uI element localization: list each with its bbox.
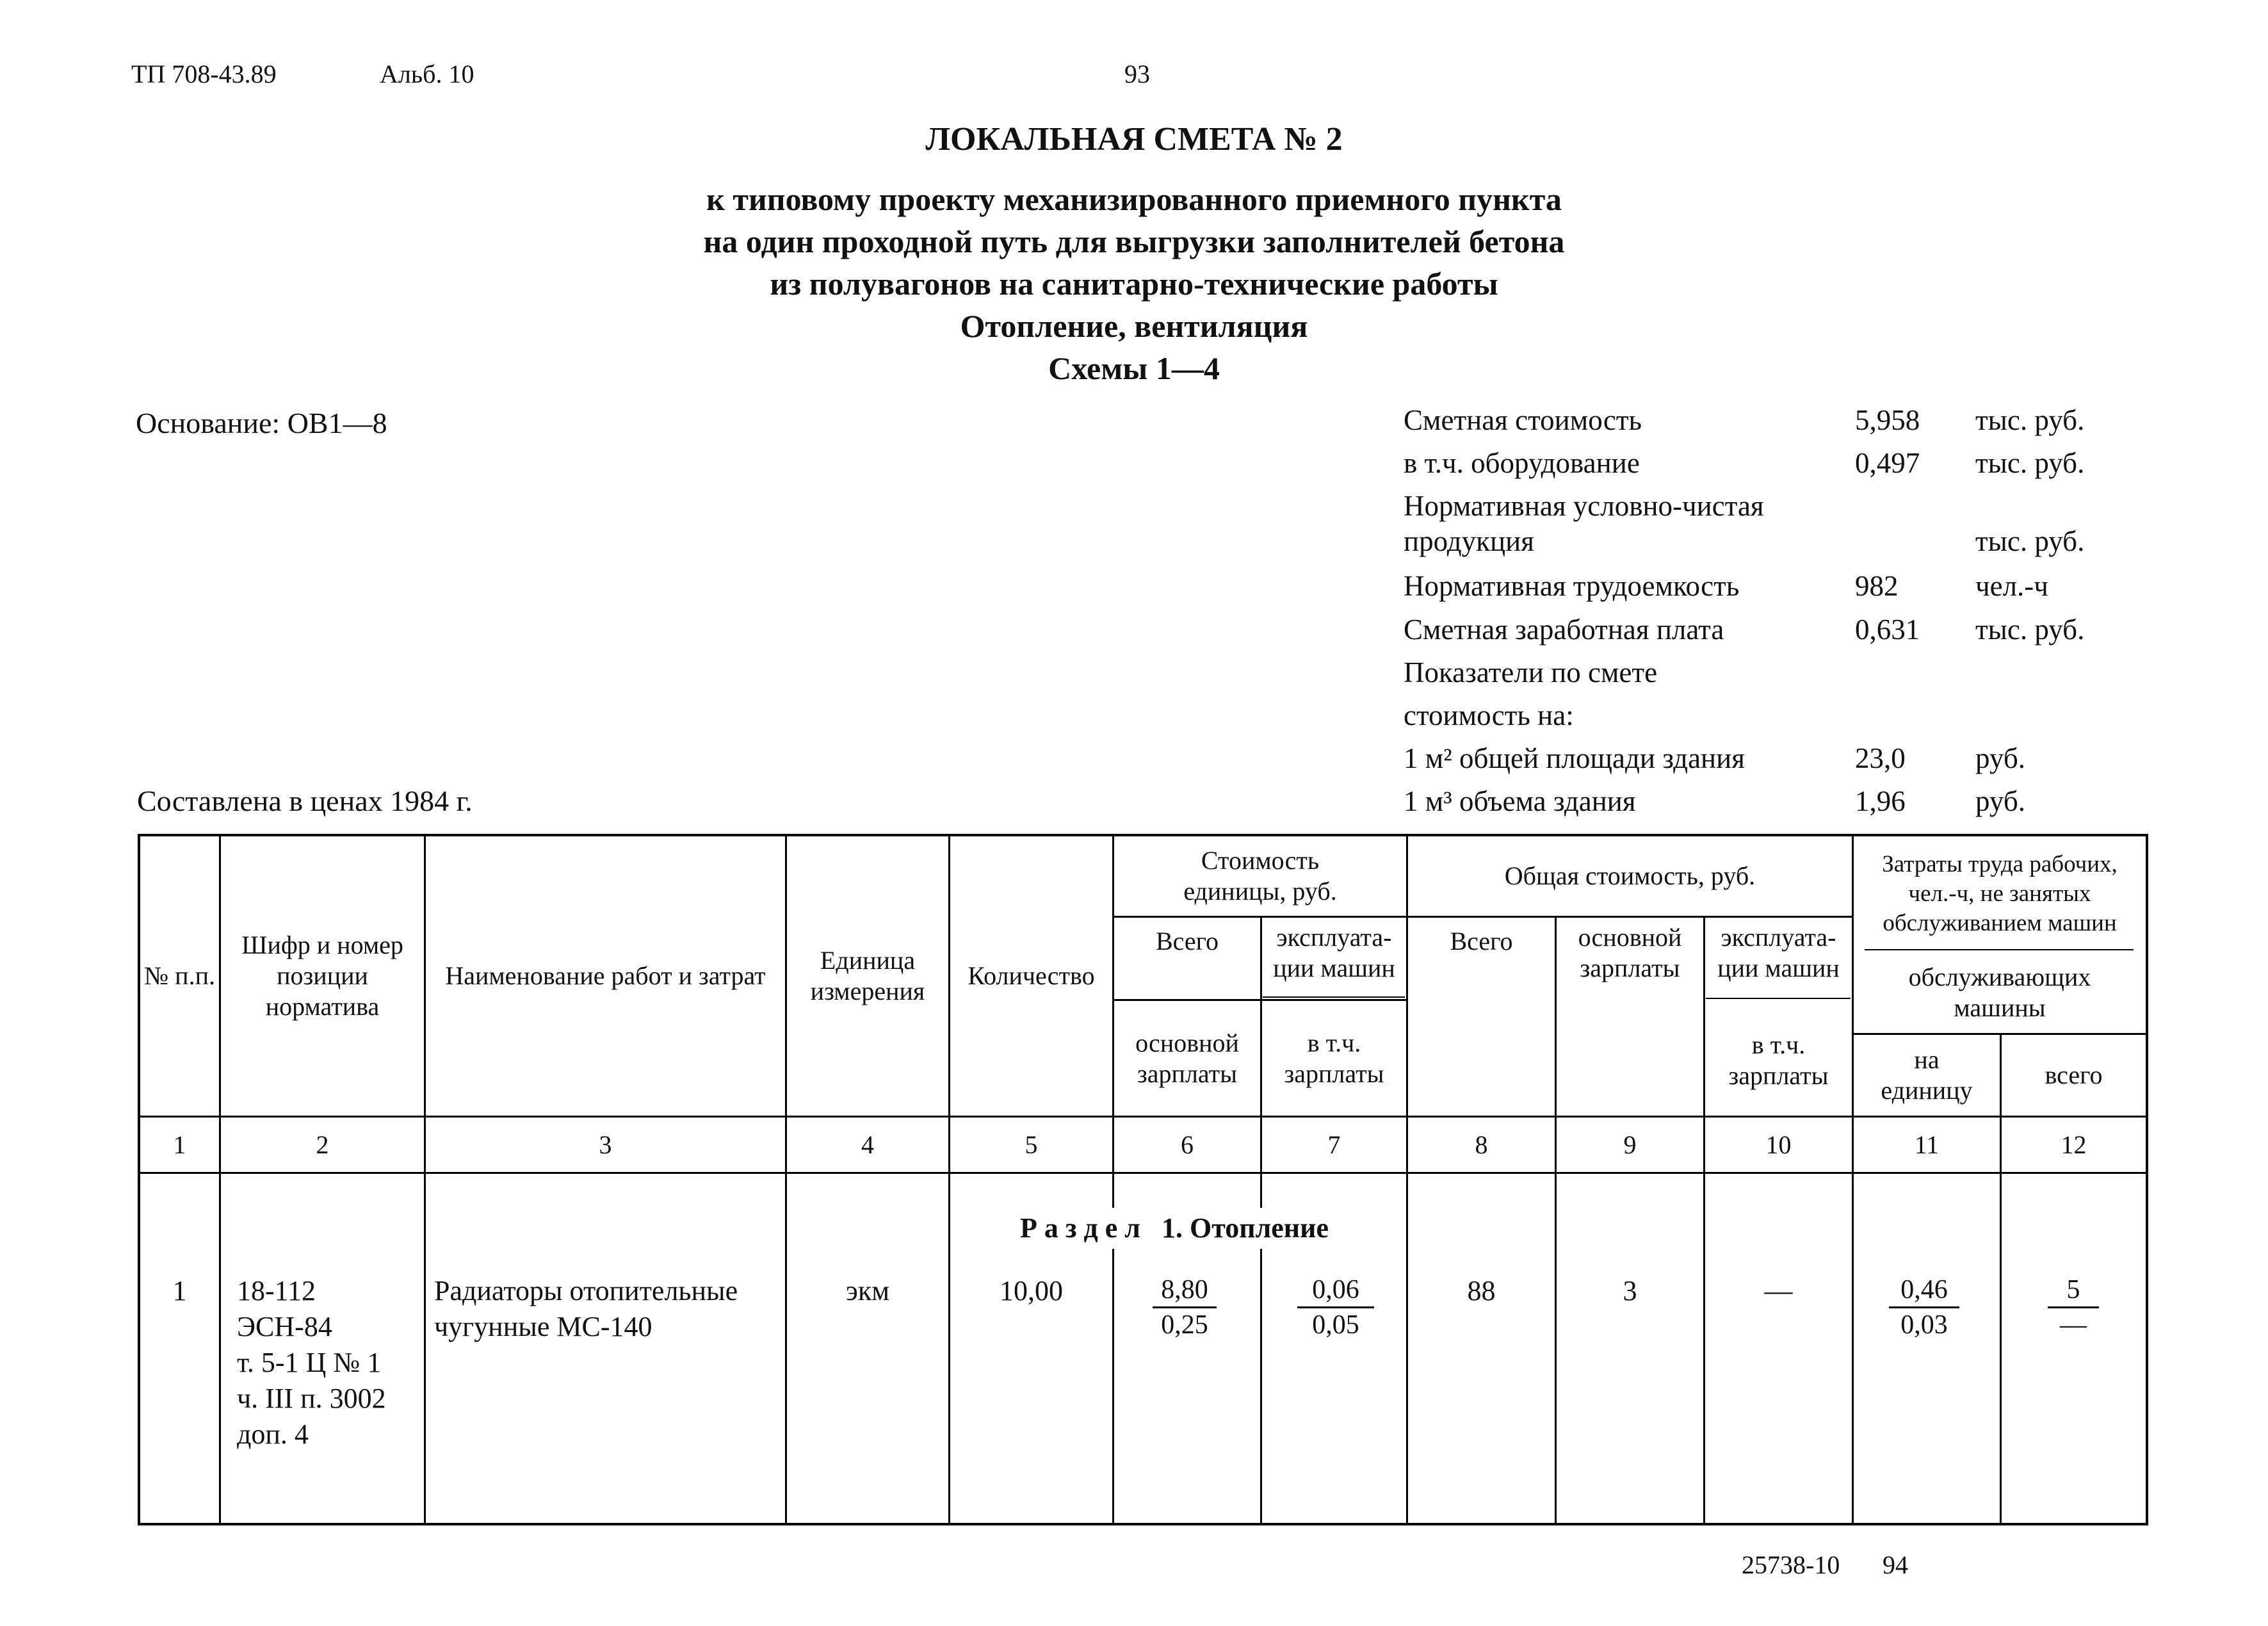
column-rule — [1555, 916, 1557, 1525]
quantity: 10,00 — [1000, 1275, 1063, 1306]
column-number: 10 — [1765, 1130, 1792, 1159]
section-label: Р а з д е л 1. Отопление — [950, 1208, 1398, 1249]
summary-unit: чел.-ч — [1975, 570, 2048, 602]
machine-cost: 0,06 — [1297, 1273, 1374, 1308]
work-name-line: Радиаторы отопительные — [434, 1275, 738, 1306]
estimate-title: ЛОКАЛЬНАЯ СМЕТА № 2 — [925, 121, 1343, 158]
unit-cost-fraction — [1153, 1273, 1217, 1342]
header-rule — [1706, 998, 1851, 999]
title-line-5: Схемы 1—4 — [1048, 350, 1220, 386]
document-code: ТП 708-43.89 — [131, 60, 277, 88]
norm-code-line: т. 5-1 Ц № 1 — [237, 1347, 382, 1378]
summary-label: Нормативная трудоемкость — [1404, 570, 1740, 602]
header-unit-total: Всего — [1155, 927, 1219, 955]
machine-wage: 0,05 — [1312, 1310, 1359, 1340]
labor-total: 5 — [2048, 1273, 2099, 1308]
title-line-4: Отопление, вентиляция — [960, 308, 1308, 344]
unit-cost-wage: 0,25 — [1161, 1310, 1208, 1340]
labor-unit-fraction — [1889, 1273, 1959, 1342]
summary-label: продукция — [1404, 525, 1534, 557]
summary-value: 0,497 — [1855, 447, 1920, 479]
column-number: 12 — [2061, 1130, 2087, 1159]
table-border-right — [2146, 834, 2148, 1525]
column-number: 7 — [1327, 1130, 1341, 1159]
header-rule — [1263, 996, 1405, 998]
table-border-bottom — [138, 1523, 2148, 1525]
summary-unit: руб. — [1975, 742, 2025, 774]
header-unit-machine-wage: в т.ч. зарплаты — [1284, 1028, 1384, 1088]
labor-per-unit-machine: 0,03 — [1900, 1310, 1948, 1340]
column-number: 5 — [1025, 1130, 1038, 1159]
summary-label: в т.ч. оборудование — [1404, 447, 1640, 479]
column-number: 2 — [316, 1130, 329, 1159]
footer-page: 94 — [1883, 1550, 1908, 1579]
title-line-2: на один проходной путь для выгрузки заполнителей бетона — [703, 224, 1565, 259]
unit-cost-total: 8,80 — [1153, 1273, 1217, 1308]
summary-label: Показатели по смете — [1404, 656, 1658, 688]
prices-note: Составлена в ценах 1984 г. — [137, 785, 473, 817]
summary-value: 982 — [1855, 570, 1899, 602]
summary-label: Сметная заработная плата — [1404, 614, 1724, 646]
table-rule — [138, 1172, 2148, 1174]
column-number: 1 — [173, 1130, 186, 1159]
summary-value: 23,0 — [1855, 742, 1906, 774]
column-number: 8 — [1475, 1130, 1488, 1159]
header-col-4: Единица измерения — [810, 946, 925, 1005]
total-cost: 88 — [1467, 1275, 1496, 1306]
norm-code-line: ЭСН-84 — [237, 1311, 332, 1342]
summary-value: 5,958 — [1855, 404, 1920, 436]
column-number: 11 — [1914, 1130, 1940, 1159]
header-total-machine: эксплуата-ции машин — [1717, 923, 1840, 982]
row-number: 1 — [172, 1275, 187, 1306]
column-number: 9 — [1623, 1130, 1637, 1159]
footer-code: 25738-10 — [1742, 1550, 1840, 1579]
header-total-cost: Общая стоимость, руб. — [1504, 861, 1756, 890]
header-labor-unit: на единицу — [1881, 1045, 1973, 1105]
summary-value: 1,96 — [1855, 785, 1906, 817]
work-name-line: чугунные МС-140 — [434, 1311, 652, 1342]
header-unit-machine: эксплуата-ции машин — [1273, 923, 1395, 982]
header-col-1: № п.п. — [144, 961, 215, 990]
summary-unit: тыс. руб. — [1975, 614, 2085, 646]
labor-total-fraction — [2048, 1273, 2099, 1342]
summary-label: 1 м³ объема здания — [1404, 785, 1636, 817]
summary-label: стоимость на: — [1404, 699, 1574, 731]
unit-of-measure: экм — [845, 1275, 890, 1306]
header-total-wage: основной зарплаты — [1578, 923, 1682, 982]
norm-code — [237, 1273, 423, 1452]
column-number: 6 — [1181, 1130, 1194, 1159]
summary-unit: руб. — [1975, 785, 2025, 817]
header-rule — [1865, 949, 2134, 950]
header-col-3: Наименование работ и затрат — [445, 961, 766, 990]
machine-cost-fraction — [1297, 1273, 1374, 1342]
header-labor-total: всего — [2045, 1061, 2103, 1089]
column-number: 3 — [599, 1130, 612, 1159]
summary-unit: тыс. руб. — [1975, 525, 2085, 557]
column-number: 4 — [861, 1130, 874, 1159]
work-name — [434, 1273, 783, 1345]
total-machine: — — [1764, 1275, 1793, 1306]
header-col-5: Количество — [968, 961, 1095, 990]
labor-total-machine: — — [2060, 1310, 2087, 1340]
title-line-3: из полувагонов на санитарно-технические работы — [770, 266, 1498, 302]
norm-code-line: ч. III п. 3002 — [237, 1383, 386, 1414]
header-total-all: Всего — [1450, 927, 1513, 955]
norm-code-line: доп. 4 — [237, 1419, 309, 1450]
summary-label: 1 м² общей площади здания — [1404, 742, 1745, 774]
header-unit-cost: Стоимость единицы, руб. — [1183, 846, 1337, 906]
header-total-machine-wage: в т.ч. зарплаты — [1728, 1030, 1829, 1090]
page-number: 93 — [1124, 60, 1150, 88]
header-labor-sub: обслуживающих машины — [1908, 962, 2091, 1022]
total-wage: 3 — [1623, 1275, 1637, 1306]
title-line-1: к типовому проекту механизированного приемного пункта — [706, 181, 1562, 217]
album-number: Альб. 10 — [380, 60, 474, 88]
summary-label: Нормативная условно-чистая — [1404, 490, 1764, 522]
header-labor: Затраты труда рабочих, чел.-ч, не занятых обслуживанием машин — [1882, 851, 2118, 936]
header-rule — [1112, 916, 1852, 918]
header-col-2: Шифр и номер позиции норматива — [241, 931, 403, 1021]
norm-code-line: 18-112 — [237, 1275, 316, 1306]
summary-label: Сметная стоимость — [1404, 404, 1642, 436]
labor-per-unit: 0,46 — [1889, 1273, 1959, 1308]
basis-label: Основание: ОВ1—8 — [136, 407, 387, 439]
summary-value: 0,631 — [1855, 614, 1920, 646]
header-unit-wage: основной зарплаты — [1135, 1028, 1239, 1088]
summary-unit: тыс. руб. — [1975, 404, 2085, 436]
summary-unit: тыс. руб. — [1975, 447, 2085, 479]
